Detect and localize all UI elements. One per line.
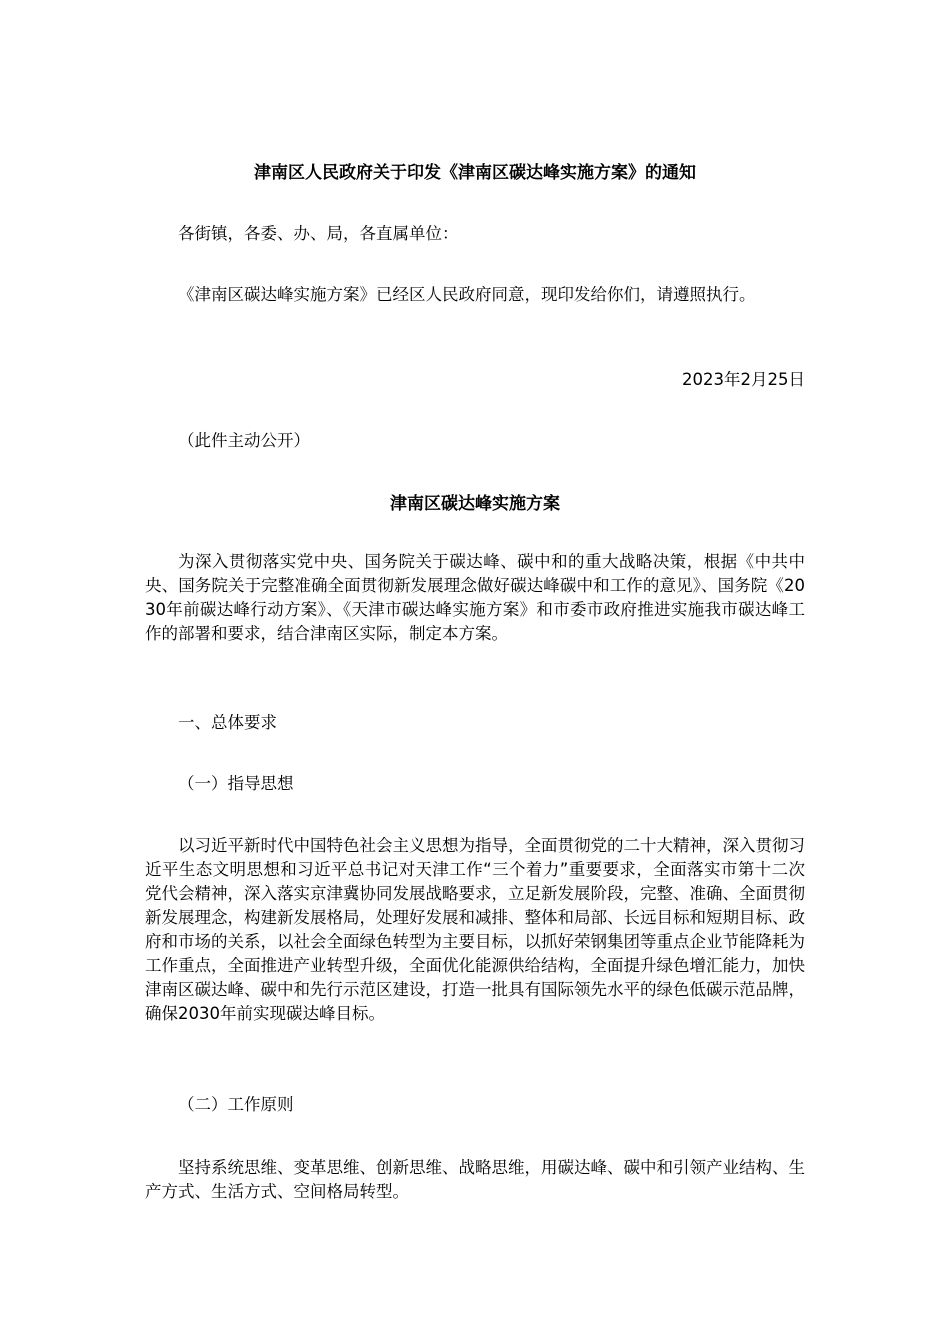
notice-salutation: 各街镇，各委、办、局，各直属单位： — [178, 224, 459, 243]
disclosure-note: （此件主动公开） — [178, 431, 310, 450]
subsection-heading-work-principles: （二）工作原则 — [178, 1095, 294, 1114]
plan-title: 津南区碳达峰实施方案 — [390, 494, 560, 514]
guiding-ideology-paragraph: 以习近平新时代中国特色社会主义思想为指导，全面贯彻党的二十大精神，深入贯彻习近平生态文明思想和习近平总书记对天津工作“三个着力”重要要求，全面落实市第十二次党代会精神，深入落实京津冀协同发展战略要求，立足新发展阶段，完整、准确、全面贯彻新发展理念，构建新发展格局，处理好发展和减排、整体和局部、长远目标和短期目标、政府和市场的关系，以社会全面绿色转型为主要目标，以抓好荣钢集团等重点企业节能降耗为工作重点，全面推进产业转型升级，全面优化能源供给结构，全面提升绿色增汇能力，加快津南区碳达峰、碳中和先行示范区建设，打造一批具有国际领先水平的绿色低碳示范品牌，确保2030年前实现碳达峰目标。 — [145, 836, 805, 1023]
plan-intro-paragraph: 为深入贯彻落实党中央、国务院关于碳达峰、碳中和的重大战略决策，根据《中共中央、国务院关于完整准确全面贯彻新发展理念做好碳达峰碳中和工作的意见》、国务院《2030年前碳达峰行动方案》、《天津市碳达峰实施方案》和市委市政府推进实施我市碳达峰工作的部署和要求，结合津南区实际，制定本方案。 — [145, 552, 805, 643]
notice-title: 津南区人民政府关于印发《津南区碳达峰实施方案》的通知 — [254, 163, 696, 183]
notice-body: 《津南区碳达峰实施方案》已经区人民政府同意，现印发给你们，请遵照执行。 — [178, 285, 756, 304]
section-heading-general-requirements: 一、总体要求 — [178, 713, 277, 732]
notice-date: 2023年2月25日 — [682, 370, 805, 389]
work-principles-paragraph: 坚持系统思维、变革思维、创新思维、战略思维，用碳达峰、碳中和引领产业结构、生产方式、生活方式、空间格局转型。 — [145, 1158, 805, 1201]
subsection-heading-guiding-ideology: （一）指导思想 — [178, 774, 294, 793]
